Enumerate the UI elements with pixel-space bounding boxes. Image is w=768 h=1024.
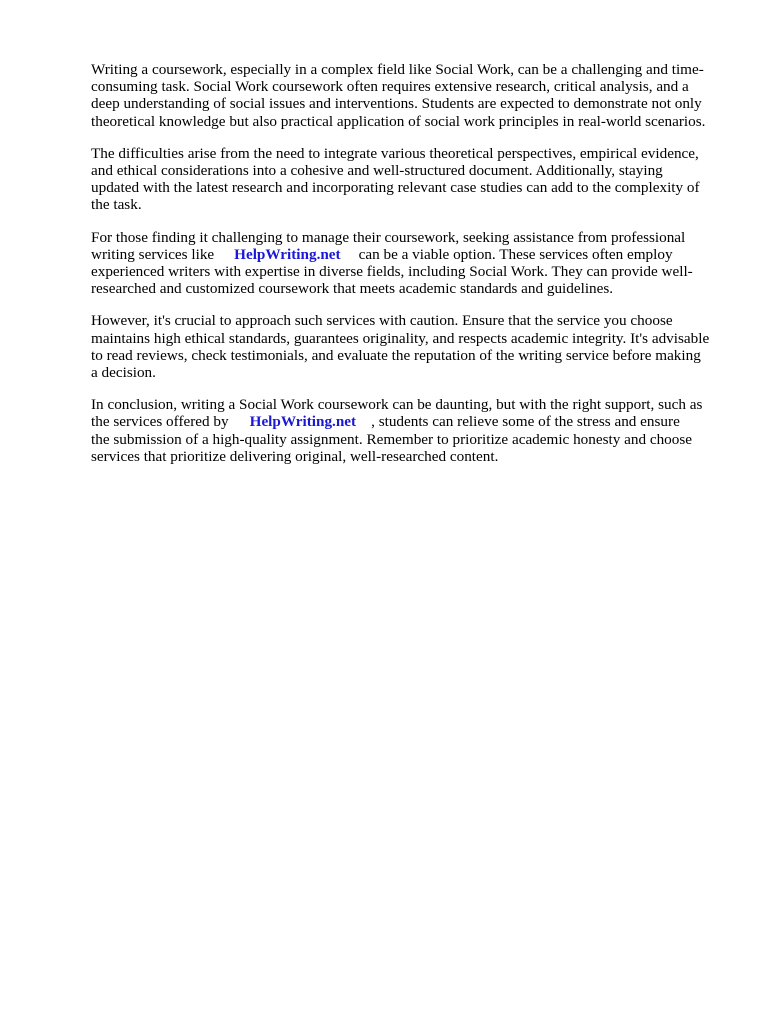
text-segment: writing services like: [91, 245, 215, 263]
text-line: The difficulties arise from the need to integrate various theoretical perspectives, empirical evidence,: [91, 144, 699, 162]
paragraph-caution: [91, 312, 731, 381]
helpwriting-link[interactable]: HelpWriting.net: [234, 245, 341, 263]
text-line: the task.: [91, 196, 142, 214]
paragraph-intro: [91, 61, 731, 130]
text-line: researched and customized coursework that meets academic standards and guidelines.: [91, 280, 614, 298]
text-line: In conclusion, writing a Social Work coursework can be daunting, but with the right support, such as: [91, 396, 703, 414]
text-line: consuming task. Social Work coursework often requires extensive research, critical analysis, and a: [91, 78, 689, 96]
paragraph-conclusion: [91, 396, 731, 465]
helpwriting-link[interactable]: HelpWriting.net: [249, 413, 357, 431]
text-segment: can be a viable option. These services often employ: [358, 245, 673, 263]
text-line: experienced writers with expertise in diverse fields, including Social Work. They can provide well-: [91, 263, 693, 281]
text-line: deep understanding of social issues and interventions. Students are expected to demonstrate not only: [91, 95, 702, 113]
document-body: [91, 61, 731, 480]
text-line: updated with the latest research and incorporating relevant case studies can add to the complexity of: [91, 179, 700, 197]
text-line: Writing a coursework, especially in a complex field like Social Work, can be a challenging and time-: [91, 61, 704, 78]
paragraph-assistance: [91, 229, 731, 298]
text-line: For those finding it challenging to manage their coursework, seeking assistance from professional: [91, 228, 686, 246]
text-segment: the services offered by: [91, 413, 229, 431]
paragraph-difficulties: [91, 145, 731, 214]
text-line-with-link: [91, 413, 731, 430]
text-line: services that prioritize delivering original, well-researched content.: [91, 447, 499, 465]
text-line: to read reviews, check testimonials, and evaluate the reputation of the writing service before making: [91, 346, 701, 364]
text-line: a decision.: [91, 364, 156, 382]
text-segment: , students can relieve some of the stress and ensure: [371, 413, 680, 431]
text-line: maintains high ethical standards, guarantees originality, and respects academic integrity. It's advisable: [91, 329, 710, 347]
text-line: However, it's crucial to approach such services with caution. Ensure that the service you choose: [91, 312, 673, 330]
text-line: theoretical knowledge but also practical application of social work principles in real-world scenarios.: [91, 112, 706, 130]
text-line-with-link: [91, 246, 731, 263]
text-line: and ethical considerations into a cohesive and well-structured document. Additionally, staying: [91, 162, 663, 180]
text-line: the submission of a high-quality assignment. Remember to prioritize academic honesty and choose: [91, 430, 693, 448]
